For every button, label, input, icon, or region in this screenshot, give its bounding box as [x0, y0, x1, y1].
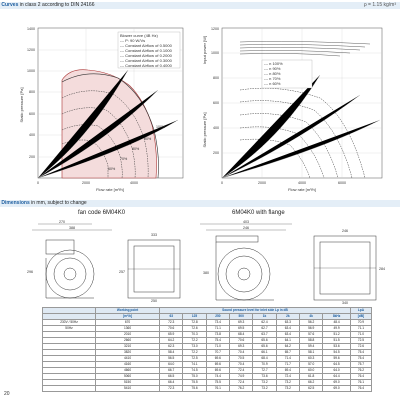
table-cell: 72.4: [230, 368, 253, 374]
unit-3: 250: [206, 314, 229, 320]
unit-2: 125: [183, 314, 206, 320]
table-cell: 73.2: [276, 386, 299, 392]
dimensions-note: in mm, subject to change: [31, 200, 87, 206]
table-cell: 70.3: [183, 332, 206, 338]
fan-left-drawing: [22, 218, 192, 304]
table-cell: 72.6: [350, 344, 371, 350]
fan-right-title: 6M04K0 with flange: [232, 210, 285, 216]
table-cell: 73.2: [253, 380, 276, 386]
working-point-header: Working point: [96, 308, 160, 314]
table-cell: 73.0: [183, 344, 206, 350]
left-ytick-0: 200: [29, 155, 35, 159]
curves-header: [0, 2, 400, 9]
dim-label-2: 333: [151, 233, 157, 237]
lpa-header: LpA: [350, 308, 371, 314]
dimensions-title: Dimensions: [1, 200, 30, 206]
table-cell: 58.1: [300, 350, 323, 356]
table-cell: 76.2: [350, 368, 371, 374]
table-cell: 65.6: [253, 338, 276, 344]
table-cell: 69.0: [323, 380, 351, 386]
table-cell: 4410: [96, 356, 160, 362]
left-xtick-2: 4000: [130, 181, 138, 185]
table-cell: 5060: [96, 374, 160, 380]
table-cell: 66.4: [160, 380, 183, 386]
table-cell: 66.7: [160, 368, 183, 374]
table-cell: 71.1: [206, 326, 229, 332]
left-ylabel: Static pressure [Pa]: [19, 87, 24, 123]
table-row: [43, 386, 372, 392]
table-cell: 63.7: [253, 332, 276, 338]
right-ytick-2: 600: [213, 101, 219, 105]
table-cell: 74.4: [206, 374, 229, 380]
left-legend-1: --- P: 90 W/Vs: [120, 38, 146, 43]
right-xtick-1: 2000: [258, 181, 266, 185]
table-cell: 75.5: [183, 380, 206, 386]
table-cell: 59.4: [300, 344, 323, 350]
unit-9: [dB]: [350, 314, 371, 320]
table-side-cell: 50Hz: [43, 326, 96, 332]
right-xlabel: Flow rate [m³/h]: [288, 187, 316, 192]
table-cell: 69.5: [230, 326, 253, 332]
table-cell: 57.0: [300, 362, 323, 368]
left-curve-label-60: 60%: [108, 167, 116, 171]
table-cell: 2010: [96, 332, 160, 338]
right-ytick-1: 400: [213, 126, 219, 130]
right-ytick-4: 1000: [211, 51, 219, 55]
table-cell: 66.5: [160, 374, 183, 380]
table-cell: 5410: [96, 386, 160, 392]
table-cell: 64.2: [276, 344, 299, 350]
left-curve-label-90: 90%: [144, 137, 152, 141]
table-cell: 75.4: [206, 338, 229, 344]
dim-label-11: 284: [379, 267, 385, 271]
table-cell: 58.4: [160, 350, 183, 356]
left-legend-5: --- Constant Airflow of 0.3000: [120, 58, 172, 63]
table-cell: 69.6: [206, 362, 229, 368]
table-cell: 56.2: [300, 320, 323, 326]
table-cell: 64.4: [323, 374, 351, 380]
table-cell: 68.4: [253, 356, 276, 362]
table-cell: 74.9: [230, 374, 253, 380]
table-cell: 1360: [96, 326, 160, 332]
left-ytick-4: 1000: [27, 69, 35, 73]
table-cell: 64.2: [160, 338, 183, 344]
fan-left-title: fan code 6M04K0: [78, 210, 126, 216]
table-cell: 3210: [96, 344, 160, 350]
table-cell: 71.1: [350, 326, 371, 332]
left-legend-6: --- Constant Airflow of 0.4000: [120, 63, 172, 68]
unit-4: 500: [230, 314, 253, 320]
table-cell: 56.5: [160, 356, 183, 362]
right-legend-4: --- n 60%: [264, 81, 281, 86]
dim-label-0: 270: [59, 220, 65, 224]
density-note: ρ = 1.15 kg/m³: [363, 2, 396, 8]
table-cell: 60.3: [300, 356, 323, 362]
table-side-cell: [43, 386, 96, 392]
table-cell: 4160: [96, 362, 160, 368]
table-cell: 63.4: [276, 326, 299, 332]
table-cell: 58.8: [300, 338, 323, 344]
dim-label-6: 403: [243, 220, 249, 224]
left-ytick-6: 1400: [27, 27, 35, 31]
left-legend-2: --- Constant Airflow of 0.5000: [120, 43, 172, 48]
table-cell: 64.0: [323, 368, 351, 374]
table-cell: 62.5: [300, 386, 323, 392]
table-cell: 70.7: [206, 350, 229, 356]
table-cell: 76.4: [350, 374, 371, 380]
table-cell: 73.6: [253, 374, 276, 380]
table-cell: 75.7: [350, 362, 371, 368]
unit-5: 1k: [253, 314, 276, 320]
table-cell: 2660: [96, 338, 160, 344]
table-cell: 68.4: [230, 332, 253, 338]
table-cell: 54.5: [323, 350, 351, 356]
table-cell: 75.0: [183, 374, 206, 380]
left-ytick-1: 400: [29, 133, 35, 137]
table-cell: 76.1: [350, 380, 371, 386]
right-legend-2: --- n 80%: [264, 71, 281, 76]
table-cell: 64.5: [323, 362, 351, 368]
table-cell: 65.9: [160, 332, 183, 338]
table-cell: 66.2: [300, 380, 323, 386]
table-cell: 56.9: [300, 326, 323, 332]
table-cell: 62.3: [160, 344, 183, 350]
table-cell: 3820: [96, 350, 160, 356]
table-cell: 49.9: [323, 326, 351, 332]
table-cell: 61.8: [300, 374, 323, 380]
left-legend-3: --- Constant Airflow of 0.1000: [120, 48, 172, 53]
dim-label-7: 246: [243, 226, 249, 230]
dimensions-header: [0, 200, 400, 207]
unit-1: 63: [160, 314, 183, 320]
table-cell: 71.7: [276, 362, 299, 368]
table-cell: 75.4: [350, 356, 371, 362]
table-cell: 73.8: [206, 332, 229, 338]
right-ytick-5: 1200: [211, 27, 219, 31]
table-cell: 72.2: [183, 350, 206, 356]
table-cell: 5150: [96, 380, 160, 386]
table-cell: 63.4: [276, 332, 299, 338]
table-cell: 64.1: [276, 338, 299, 344]
left-legend-4: --- Constant Airflow of 0.2000: [120, 53, 172, 58]
table-cell: 69.6: [206, 356, 229, 362]
table-cell: 60.0: [300, 368, 323, 374]
table-cell: 51.5: [323, 338, 351, 344]
section-note: in class 2 according to DIN 24166: [19, 2, 95, 8]
right-xtick-2: 4000: [298, 181, 306, 185]
left-ytick-2: 600: [29, 112, 35, 116]
table-cell: 51.2: [323, 332, 351, 338]
left-curve-label-100: 100%: [156, 125, 166, 129]
table-cell: 70.6: [230, 338, 253, 344]
table-cell: 70.4: [230, 350, 253, 356]
table-cell: 70.5: [230, 356, 253, 362]
table-cell: 74.1: [183, 362, 206, 368]
page-number: 20: [4, 391, 10, 397]
right-legend-0: --- n 100%: [264, 61, 283, 66]
table-cell: 4660: [96, 368, 160, 374]
right-xtick-3: 6000: [338, 181, 346, 185]
table-cell: 70.4: [230, 362, 253, 368]
dim-label-5: 257: [119, 270, 125, 274]
table-cell: 71.4: [276, 356, 299, 362]
right-ylabel-top: Input power [W]: [202, 35, 207, 65]
table-cell: 57.6: [300, 332, 323, 338]
table-cell: 62.4: [253, 320, 276, 326]
table-cell: 72.5: [350, 338, 371, 344]
left-ytick-5: 1200: [27, 48, 35, 52]
table-cell: 73.4: [206, 320, 229, 326]
unit-8: 8kHz: [323, 314, 351, 320]
left-ytick-3: 800: [29, 90, 35, 94]
dim-label-8: 246: [342, 229, 348, 233]
dim-label-3: 250: [151, 299, 157, 303]
section-title: Curves: [1, 2, 19, 8]
left-legend-0: Blower curve (4B Hz): [120, 33, 158, 38]
table-cell: 69.3: [230, 320, 253, 326]
table-cell: 59.6: [323, 356, 351, 362]
right-xtick-0: 0: [221, 181, 223, 185]
left-curve-label-70: 70%: [120, 157, 128, 161]
left-xlabel: Flow rate [m³/h]: [96, 187, 124, 192]
right-legend-1: --- n 90%: [264, 66, 281, 71]
right-performance-chart: [200, 20, 395, 195]
dim-label-9: 340: [342, 301, 348, 304]
table-cell: 75.4: [350, 350, 371, 356]
table-cell: 76.4: [350, 386, 371, 392]
dim-label-4: 296: [27, 270, 33, 274]
table-body: [43, 320, 372, 392]
unit-7: 4k: [300, 314, 323, 320]
table-cell: 65.7: [276, 350, 299, 356]
right-ytick-3: 800: [213, 76, 219, 80]
table-cell: 65.6: [253, 344, 276, 350]
unit-6: 2k: [276, 314, 299, 320]
table-cell: 72.3: [160, 320, 183, 326]
table-cell: 75.5: [206, 380, 229, 386]
left-xtick-0: 0: [37, 181, 39, 185]
table-cell: 69.4: [276, 368, 299, 374]
table-cell: 48.4: [323, 320, 351, 326]
sound-pressure-table: [42, 307, 372, 392]
table-cell: 73.2: [253, 386, 276, 392]
right-ytick-0: 200: [213, 151, 219, 155]
table-cell: 72.4: [230, 380, 253, 386]
table-cell: 76.1: [206, 386, 229, 392]
fan-right-drawing: [196, 218, 396, 304]
table-cell: 66.1: [253, 350, 276, 356]
table-cell: 72.5: [183, 356, 206, 362]
table-cell: 72.4: [276, 374, 299, 380]
table-cell: 72.6: [183, 326, 206, 332]
table-cell: 64.0: [160, 362, 183, 368]
table-cell: 74.5: [183, 368, 206, 374]
table-side-cell: 230V / 50Hz: [43, 320, 96, 326]
table-cell: 69.3: [230, 344, 253, 350]
table-cell: 72.3: [160, 386, 183, 392]
table-cell: 70.6: [160, 326, 183, 332]
table-cell: 53.6: [323, 344, 351, 350]
table-cell: 75.6: [183, 386, 206, 392]
table-cell: 71.0: [206, 344, 229, 350]
unit-0: [m³/h]: [96, 314, 160, 320]
left-curve-label-80: 80%: [132, 147, 140, 151]
left-xtick-1: 2000: [82, 181, 90, 185]
table-cell: 72.7: [253, 368, 276, 374]
table-cell: 69.0: [323, 386, 351, 392]
sound-header: Sound pressure level for inlet side Lp in dB: [160, 308, 351, 314]
right-ylabel: Static pressure [Pa]: [202, 112, 207, 148]
dim-label-1: 388: [69, 226, 75, 230]
table-cell: 71.0: [350, 332, 371, 338]
table-cell: 70.9: [253, 362, 276, 368]
right-legend-3: --- n 70%: [264, 76, 281, 81]
table-cell: 69.6: [206, 368, 229, 374]
table-cell: 76.2: [230, 386, 253, 392]
dim-label-10: 380: [203, 271, 209, 275]
table-cell: 72.8: [183, 320, 206, 326]
table-cell: 72.2: [183, 338, 206, 344]
left-performance-chart: [18, 20, 198, 195]
table-cell: 62.7: [253, 326, 276, 332]
table-cell: 70.9: [350, 320, 371, 326]
table-cell: 63.3: [276, 320, 299, 326]
table-cell: 670: [96, 320, 160, 326]
table-cell: 73.2: [276, 380, 299, 386]
